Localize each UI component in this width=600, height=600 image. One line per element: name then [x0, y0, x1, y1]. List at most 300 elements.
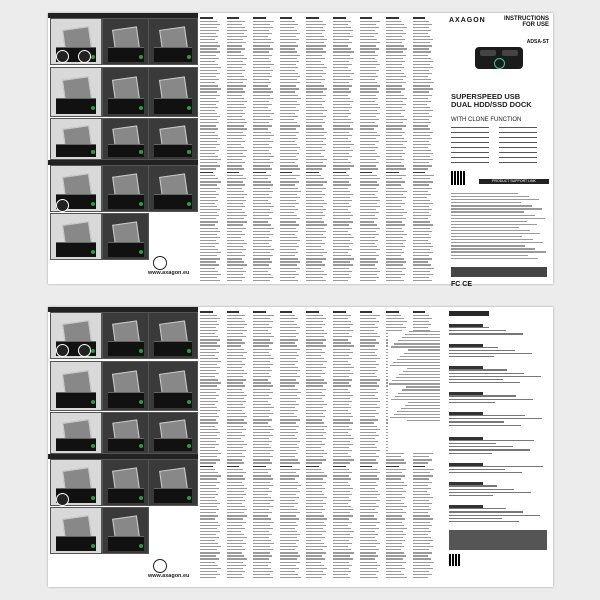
support-label: PRODUCT SUPPORT LINK — [479, 179, 549, 184]
text-line — [200, 113, 217, 114]
text-line — [200, 240, 216, 241]
led-indicator-icon — [139, 150, 143, 154]
text-line — [280, 327, 300, 328]
text-line — [200, 435, 217, 436]
text-line — [253, 181, 270, 182]
text-line — [200, 444, 219, 445]
text-line — [360, 361, 377, 362]
text-line — [386, 562, 405, 563]
text-line — [200, 165, 220, 166]
text-line — [200, 342, 217, 343]
text-line — [200, 48, 217, 49]
text-line — [413, 475, 433, 476]
led-indicator-icon — [91, 496, 95, 500]
text-line — [227, 231, 243, 232]
text-line — [227, 162, 245, 163]
text-line — [280, 571, 295, 572]
step-photo — [148, 118, 198, 160]
step-photo — [50, 507, 102, 554]
text-line — [253, 188, 270, 189]
text-line — [253, 206, 273, 207]
text-line — [200, 58, 219, 59]
text-line — [413, 215, 431, 216]
text-line — [306, 82, 321, 83]
text-line — [200, 188, 220, 189]
text-line — [333, 277, 351, 278]
text-line — [386, 212, 407, 213]
text-line — [413, 555, 428, 556]
text-line — [360, 88, 377, 89]
text-line — [227, 491, 244, 492]
text-line — [306, 324, 325, 325]
text-line — [253, 419, 272, 420]
text-line — [200, 135, 218, 136]
text-line — [333, 147, 350, 148]
text-line — [200, 264, 219, 265]
text-column — [413, 17, 434, 285]
text-line — [413, 144, 432, 145]
text-line — [253, 404, 271, 405]
text-line — [200, 485, 216, 486]
text-line — [360, 58, 375, 59]
text-column — [280, 311, 301, 583]
text-line — [386, 246, 405, 247]
text-line — [227, 218, 244, 219]
text-line — [360, 506, 379, 507]
text-line — [333, 55, 350, 56]
text-line — [200, 577, 216, 578]
text-line — [200, 407, 217, 408]
text-line — [360, 438, 376, 439]
text-line — [200, 271, 218, 272]
text-line — [306, 42, 323, 43]
text-line — [200, 327, 216, 328]
text-line — [333, 416, 353, 417]
text-line — [386, 172, 399, 174]
text-line — [333, 453, 348, 454]
text-line — [413, 110, 433, 111]
text-line — [413, 494, 430, 495]
text-line — [333, 218, 350, 219]
dock-base-illustration — [56, 536, 96, 551]
text-line — [333, 153, 349, 154]
text-line — [333, 36, 353, 37]
text-line — [306, 212, 322, 213]
text-line — [200, 67, 221, 68]
text-line — [306, 194, 325, 195]
language-entry — [499, 162, 537, 163]
text-line — [280, 246, 300, 247]
text-line — [253, 234, 273, 235]
text-line — [280, 444, 297, 445]
text-line — [280, 373, 297, 374]
text-line — [360, 277, 380, 278]
text-line — [306, 482, 326, 483]
text-line — [200, 110, 215, 111]
text-line — [333, 438, 354, 439]
text-line — [333, 401, 352, 402]
text-line — [280, 315, 296, 316]
text-line — [280, 540, 300, 541]
text-line — [306, 565, 324, 566]
text-line — [200, 212, 217, 213]
spec-text-line — [449, 489, 514, 490]
text-line — [360, 475, 377, 476]
text-line — [200, 184, 217, 185]
text-line — [227, 432, 243, 433]
text-line — [333, 410, 348, 411]
text-line — [227, 255, 245, 256]
text-line — [253, 119, 273, 120]
text-line — [360, 522, 380, 523]
text-line — [227, 558, 247, 559]
text-line — [360, 379, 381, 380]
dock-base-illustration — [154, 47, 192, 62]
text-line — [280, 39, 299, 40]
text-line — [227, 159, 243, 160]
text-line — [386, 568, 404, 569]
text-line — [360, 558, 375, 559]
led-indicator-icon — [139, 202, 143, 206]
text-line — [360, 447, 378, 448]
text-line — [386, 503, 404, 504]
text-line — [200, 246, 215, 247]
text-line — [333, 237, 354, 238]
text-line — [253, 364, 273, 365]
text-line — [333, 361, 348, 362]
text-line — [280, 17, 293, 19]
text-line — [360, 147, 378, 148]
text-line — [306, 370, 322, 371]
text-line — [253, 122, 269, 123]
text-line — [200, 27, 217, 28]
text-line — [306, 318, 326, 319]
rtl-text-block — [388, 331, 440, 451]
safety-text-line — [451, 211, 524, 212]
text-line — [360, 135, 380, 136]
text-line — [360, 228, 380, 229]
text-line — [360, 116, 376, 117]
rtl-text-line — [397, 411, 440, 412]
text-line — [413, 113, 430, 114]
text-line — [333, 178, 352, 179]
text-line — [200, 315, 217, 316]
text-column — [253, 311, 274, 583]
text-line — [386, 175, 405, 176]
text-line — [413, 104, 428, 105]
text-line — [360, 555, 379, 556]
text-line — [360, 194, 375, 195]
led-indicator-icon — [187, 202, 191, 206]
text-line — [333, 364, 351, 365]
text-line — [200, 85, 218, 86]
text-line — [360, 51, 376, 52]
language-entry — [451, 152, 489, 153]
text-line — [306, 404, 327, 405]
text-line — [253, 565, 268, 566]
text-line — [253, 64, 274, 65]
text-line — [253, 358, 274, 359]
text-line — [413, 280, 432, 281]
text-line — [333, 506, 351, 507]
text-line — [306, 188, 326, 189]
text-line — [200, 376, 215, 377]
rtl-text-line — [396, 377, 440, 378]
text-line — [200, 153, 215, 154]
text-line — [360, 61, 378, 62]
spec-text-line — [449, 421, 504, 422]
text-line — [386, 528, 407, 529]
text-line — [386, 138, 404, 139]
text-line — [386, 478, 401, 479]
text-line — [253, 456, 273, 457]
text-line — [227, 392, 245, 393]
text-line — [360, 515, 375, 516]
safety-text-line — [451, 255, 528, 256]
text-line — [306, 555, 322, 556]
text-line — [280, 101, 297, 102]
text-line — [227, 125, 244, 126]
text-line — [200, 528, 217, 529]
text-line — [360, 144, 376, 145]
text-line — [413, 67, 433, 68]
rtl-text-line — [398, 340, 440, 341]
text-line — [386, 119, 407, 120]
text-line — [386, 327, 406, 328]
text-line — [386, 497, 405, 498]
text-line — [413, 98, 429, 99]
text-line — [227, 488, 248, 489]
text-line — [253, 240, 272, 241]
text-line — [227, 503, 242, 504]
text-line — [360, 132, 377, 133]
text-line — [280, 91, 295, 92]
text-line — [413, 274, 433, 275]
text-line — [306, 422, 324, 423]
text-line — [413, 17, 426, 19]
text-line — [253, 361, 270, 362]
step-photo — [102, 118, 149, 160]
text-line — [413, 546, 433, 547]
text-line — [280, 410, 298, 411]
text-line — [333, 555, 350, 556]
text-line — [227, 85, 247, 86]
text-line — [200, 168, 216, 169]
text-line — [280, 364, 295, 365]
text-line — [333, 82, 349, 83]
text-line — [253, 568, 270, 569]
text-line — [306, 110, 327, 111]
text-line — [200, 88, 221, 89]
rtl-text-line — [394, 343, 440, 344]
text-line — [333, 419, 350, 420]
text-line — [200, 73, 220, 74]
text-line — [253, 462, 272, 463]
language-list — [451, 127, 547, 167]
text-line — [306, 67, 326, 68]
text-line — [333, 398, 350, 399]
text-line — [253, 280, 270, 281]
specifications-panel — [445, 307, 553, 587]
text-line — [333, 116, 348, 117]
text-line — [413, 252, 433, 253]
text-line — [333, 76, 350, 77]
text-line — [413, 228, 430, 229]
text-line — [413, 82, 434, 83]
text-line — [413, 485, 429, 486]
text-line — [333, 200, 352, 201]
text-line — [333, 243, 353, 244]
text-line — [333, 165, 354, 166]
text-line — [280, 438, 298, 439]
text-line — [333, 488, 353, 489]
text-column — [306, 17, 327, 285]
text-line — [253, 212, 273, 213]
text-line — [253, 200, 268, 201]
spec-text-line — [449, 446, 513, 447]
text-line — [333, 315, 351, 316]
text-line — [253, 79, 269, 80]
instructions-title: INSTRUCTIONS FOR USE — [504, 16, 549, 28]
text-line — [200, 410, 220, 411]
text-line — [253, 268, 271, 269]
text-line — [227, 497, 243, 498]
text-line — [227, 110, 243, 111]
text-line — [306, 339, 326, 340]
text-line — [386, 280, 404, 281]
text-line — [306, 491, 321, 492]
text-line — [333, 24, 348, 25]
text-line — [227, 135, 246, 136]
text-line — [227, 209, 242, 210]
text-line — [253, 159, 270, 160]
text-line — [253, 558, 269, 559]
text-line — [413, 45, 433, 46]
text-line — [253, 549, 273, 550]
text-line — [413, 162, 429, 163]
text-line — [280, 558, 297, 559]
text-line — [306, 48, 322, 49]
text-line — [333, 264, 353, 265]
step-photo — [50, 412, 102, 454]
text-line — [200, 324, 219, 325]
text-line — [413, 224, 433, 225]
text-line — [413, 138, 433, 139]
text-line — [386, 321, 407, 322]
text-line — [333, 324, 353, 325]
rtl-text-line — [407, 368, 440, 369]
text-line — [306, 352, 324, 353]
text-line — [360, 497, 377, 498]
text-line — [200, 45, 220, 46]
text-line — [227, 419, 244, 420]
text-line — [413, 30, 431, 31]
text-line — [227, 404, 243, 405]
text-line — [280, 395, 297, 396]
spec-text-line — [449, 440, 534, 441]
text-line — [306, 258, 325, 259]
text-line — [200, 318, 220, 319]
text-line — [360, 469, 378, 470]
text-line — [306, 435, 322, 436]
text-line — [280, 321, 295, 322]
text-line — [413, 150, 431, 151]
text-line — [280, 475, 299, 476]
text-line — [386, 318, 404, 319]
text-line — [280, 27, 295, 28]
text-line — [280, 181, 299, 182]
text-line — [413, 558, 431, 559]
text-line — [280, 534, 300, 535]
text-line — [360, 398, 378, 399]
text-line — [280, 48, 295, 49]
text-line — [360, 188, 376, 189]
text-line — [306, 342, 322, 343]
text-line — [360, 104, 378, 105]
text-line — [253, 321, 273, 322]
text-line — [253, 91, 273, 92]
text-line — [227, 101, 248, 102]
text-line — [333, 271, 352, 272]
text-line — [227, 61, 244, 62]
spec-text-line — [449, 356, 494, 357]
safety-text-line — [451, 202, 521, 203]
led-indicator-icon — [187, 349, 191, 353]
dock-base-illustration — [154, 194, 192, 209]
text-line — [333, 373, 353, 374]
text-line — [200, 191, 216, 192]
text-line — [253, 132, 271, 133]
text-line — [200, 389, 220, 390]
text-line — [227, 107, 247, 108]
text-line — [413, 39, 433, 40]
text-line — [280, 197, 300, 198]
text-line — [333, 98, 350, 99]
text-line — [280, 488, 297, 489]
text-line — [253, 147, 272, 148]
text-line — [306, 345, 325, 346]
text-line — [386, 456, 401, 457]
text-line — [386, 21, 401, 22]
text-line — [413, 264, 431, 265]
text-line — [333, 125, 350, 126]
text-line — [386, 485, 406, 486]
text-line — [280, 215, 297, 216]
text-line — [200, 345, 220, 346]
text-line — [386, 240, 406, 241]
spec-text-line — [449, 376, 541, 377]
text-line — [333, 462, 350, 463]
text-line — [360, 311, 373, 313]
cross-icon — [56, 493, 69, 506]
text-line — [227, 494, 247, 495]
text-line — [280, 432, 298, 433]
text-line — [306, 252, 326, 253]
text-line — [333, 395, 353, 396]
text-line — [413, 500, 430, 501]
text-line — [333, 568, 349, 569]
text-line — [413, 36, 431, 37]
text-line — [280, 58, 297, 59]
website-url: www.axagon.eu — [148, 270, 190, 276]
text-line — [200, 277, 217, 278]
text-line — [227, 515, 247, 516]
text-line — [386, 125, 406, 126]
text-line — [333, 382, 349, 383]
text-line — [306, 221, 324, 222]
text-line — [306, 315, 323, 316]
text-line — [333, 485, 350, 486]
